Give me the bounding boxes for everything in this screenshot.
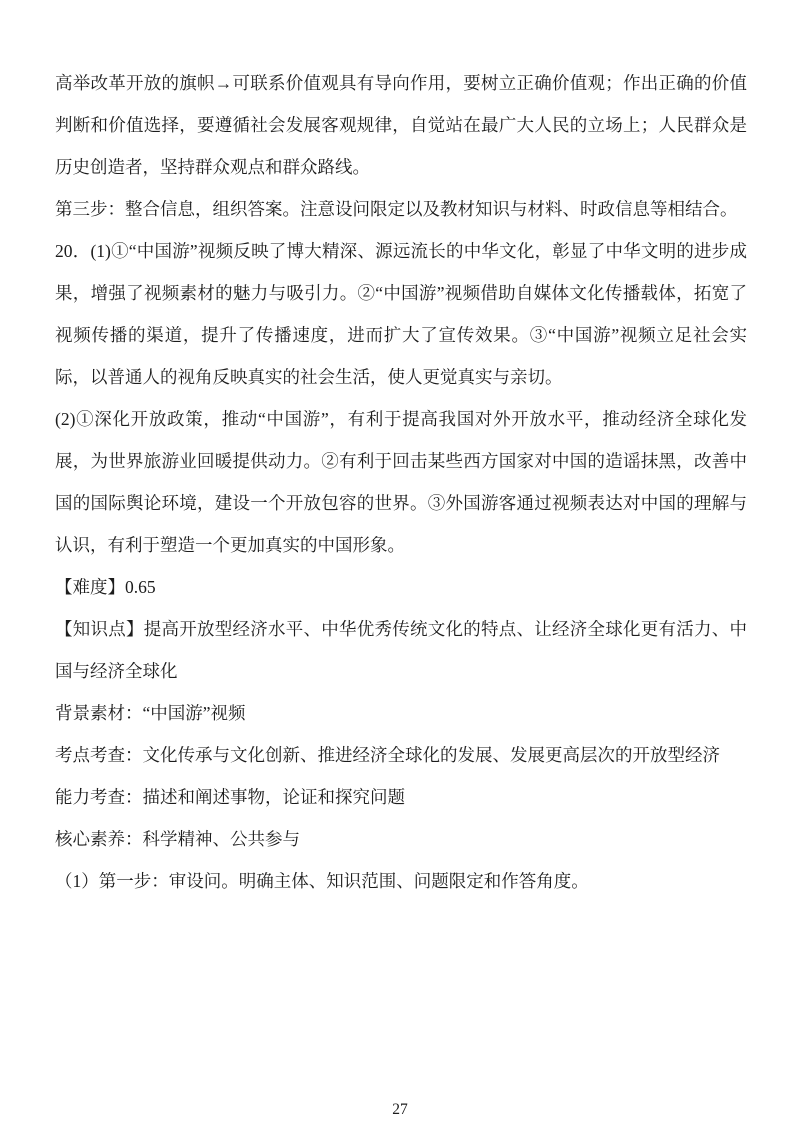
paragraph-ability-assessed: 能力考查：描述和阐述事物，论证和探究问题 (55, 787, 405, 807)
paragraph-step-three: 第三步：整合信息，组织答案。注意设问限定以及教材知识与材料、时政信息等相结合。 (55, 199, 738, 219)
paragraph-answer-values: 高举改革开放的旗帜→可联系价值观具有导向作用，要树立正确价值观；作出正确的价值判断和价值选择，要遵循社会发展客观规律，自觉站在最广大人民的立场上；人民群众是历史创造者，坚持群众观点和群众路线。 (55, 73, 747, 177)
document-content (55, 62, 747, 902)
paragraph-background-material: 背景素材：“中国游”视频 (55, 703, 246, 723)
paragraph-core-literacy: 核心素养：科学精神、公共参与 (55, 829, 300, 849)
paragraph-exam-points: 考点考查：文化传承与文化创新、推进经济全球化的发展、发展更高层次的开放型经济 (55, 745, 720, 765)
paragraph-q20-answer-2: (2)①深化开放政策，推动“中国游”，有利于提高我国对外开放水平，推动经济全球化发展，为世界旅游业回暖提供动力。②有利于回击某些西方国家对中国的造谣抹黑，改善中国的国际舆论环境，建设一个开放包容的世界。③外国游客通过视频表达对中国的理解与认识，有利于塑造一个更加真实的中国形象。 (55, 409, 747, 555)
paragraph-q20-answer-1: 20．(1)①“中国游”视频反映了博大精深、源远流长的中华文化，彰显了中华文明的进步成果，增强了视频素材的魅力与吸引力。②“中国游”视频借助自媒体文化传播载体，拓宽了视频传播的渠道，提升了传播速度，进而扩大了宣传效果。③“中国游”视频立足社会实际，以普通人的视角反映真实的社会生活，使人更觉真实与亲切。 (55, 241, 747, 387)
page-number: 27 (392, 1101, 408, 1118)
paragraph-difficulty: 【难度】0.65 (55, 577, 156, 597)
paragraph-step-one: （1）第一步：审设问。明确主体、知识范围、问题限定和作答角度。 (55, 871, 589, 891)
paragraph-knowledge-points: 【知识点】提高开放型经济水平、中华优秀传统文化的特点、让经济全球化更有活力、中国与经济全球化 (55, 619, 747, 681)
